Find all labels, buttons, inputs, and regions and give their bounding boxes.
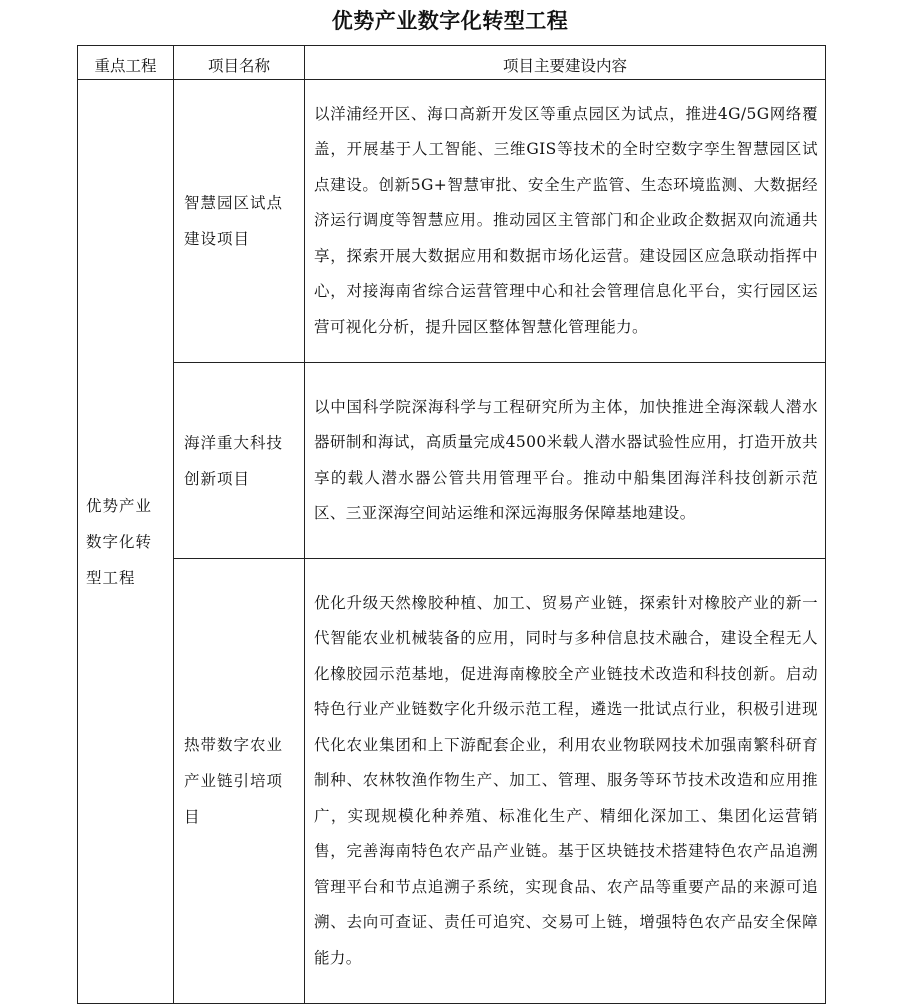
table-header-row [78, 46, 826, 80]
header-content: 项目主要建设内容 [305, 46, 826, 80]
table-row [78, 80, 826, 363]
header-key-project: 重点工程 [78, 46, 174, 80]
key-project-cell: 优势产业数字化转型工程 [78, 80, 174, 1004]
table-row [78, 559, 826, 1004]
project-name-cell: 海洋重大科技创新项目 [174, 363, 305, 559]
project-name-cell: 热带数字农业产业链引培项目 [174, 559, 305, 1004]
project-content-cell: 以洋浦经开区、海口高新开发区等重点园区为试点，推进4G/5G网络覆盖，开展基于人工智能、三维GIS等技术的全时空数字孪生智慧园区试点建设。创新5G+智慧审批、安全生产监管、生态环境监测、大数据经济运行调度等智慧应用。推动园区主管部门和企业政企数据双向流通共享，探索开展大数据应用和数据市场化运营。建设园区应急联动指挥中心，对接海南省综合运营管理中心和社会管理信息化平台，实行园区运营可视化分析，提升园区整体智慧化管理能力。 [305, 80, 826, 363]
project-table [77, 45, 826, 1004]
document-title: 优势产业数字化转型工程 [331, 8, 569, 33]
header-project-name: 项目名称 [174, 46, 305, 80]
project-content-cell: 优化升级天然橡胶种植、加工、贸易产业链，探索针对橡胶产业的新一代智能农业机械装备的应用，同时与多种信息技术融合，建设全程无人化橡胶园示范基地，促进海南橡胶全产业链技术改造和科技创新。启动特色行业产业链数字化升级示范工程，遴选一批试点行业，积极引进现代化农业集团和上下游配套企业，利用农业物联网技术加强南繁科研育制种、农林牧渔作物生产、加工、管理、服务等环节技术改造和应用推广，实现规模化种养殖、标准化生产、精细化深加工、集团化运营销售，完善海南特色农产品产业链。基于区块链技术搭建特色农产品追溯管理平台和节点追溯子系统，实现食品、农产品等重要产品的来源可追溯、去向可查证、责任可追究、交易可上链，增强特色农产品安全保障能力。 [305, 559, 826, 1004]
project-name-cell: 智慧园区试点建设项目 [174, 80, 305, 363]
table-row [78, 363, 826, 559]
project-content-cell: 以中国科学院深海科学与工程研究所为主体，加快推进全海深载人潜水器研制和海试，高质量完成4500米载人潜水器试验性应用，打造开放共享的载人潜水器公管共用管理平台。推动中船集团海洋科技创新示范区、三亚深海空间站运维和深远海服务保障基地建设。 [305, 363, 826, 559]
